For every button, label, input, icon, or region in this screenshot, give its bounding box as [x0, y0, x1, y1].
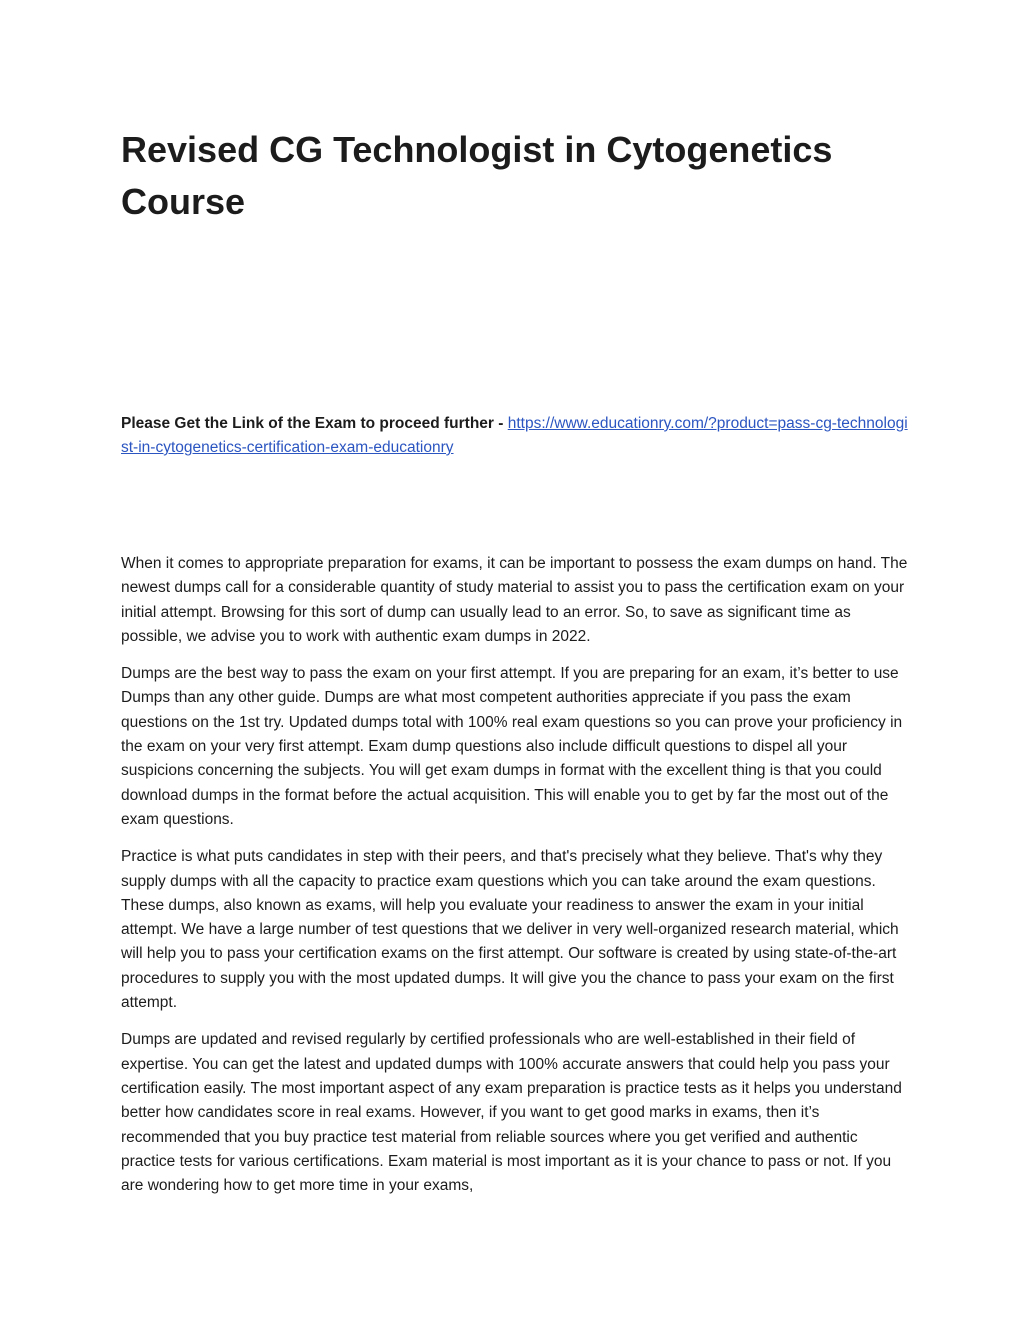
paragraph: Dumps are updated and revised regularly by certified professionals who are well-established in their field of expertise. You can get the latest and updated dumps with 100% accurate answers that could help you pass your certification easily. The most important aspect of any exam preparation is practice tests as it helps you understand better how candidates score in real exams. However, if you want to get good marks in exams, then it’s recommended that you buy practice test material from reliable sources where you get verified and authentic practice tests for various certifications. Exam material is most important as it is your chance to pass or not. If you are wondering how to get more time in your exams, — [121, 1031, 902, 1195]
body-text — [121, 552, 909, 1211]
link-prefix: Please Get the Link of the Exam to proceed further - — [121, 415, 508, 432]
exam-link[interactable]: https://www.educationry.com/?product=pass-cg-technologist-in-cytogenetics-certification-exam-educationry — [121, 415, 908, 456]
exam-link-line — [121, 412, 911, 460]
paragraph: Practice is what puts candidates in step with their peers, and that's precisely what they believe. That's why they supply dumps with all the capacity to practice exam questions which you can take around the exam questions. These dumps, also known as exams, will help you evaluate your readiness to answer the exam in your initial attempt. We have a large number of test questions that we deliver in very well-organized research material, which will help you to pass your certification exams on the first attempt. Our software is created by using state-of-the-art procedures to supply you with the most updated dumps. It will give you the chance to pass your exam on the first attempt. — [121, 848, 899, 1012]
paragraph: When it comes to appropriate preparation for exams, it can be important to possess the exam dumps on hand. The newest dumps call for a considerable quantity of study material to assist you to pass the certification exam on your initial attempt. Browsing for this sort of dump can usually lead to an error. So, to save as significant time as possible, we advise you to work with authentic exam dumps in 2022. — [121, 555, 908, 645]
paragraph: Dumps are the best way to pass the exam on your first attempt. If you are preparing for an exam, it’s better to use Dumps than any other guide. Dumps are what most competent authorities appreciate if you pass the exam questions on the 1st try. Updated dumps total with 100% real exam questions so you can prove your proficiency in the exam on your very first attempt. Exam dump questions also include difficult questions to dispel all your suspicions concerning the subjects. You will get exam dumps in format with the excellent thing is that you could download dumps in the format before the actual acquisition. This will enable you to get by far the most out of the exam questions. — [121, 665, 903, 828]
document-title: Revised CG Technologist in Cytogenetics Course — [121, 129, 833, 222]
